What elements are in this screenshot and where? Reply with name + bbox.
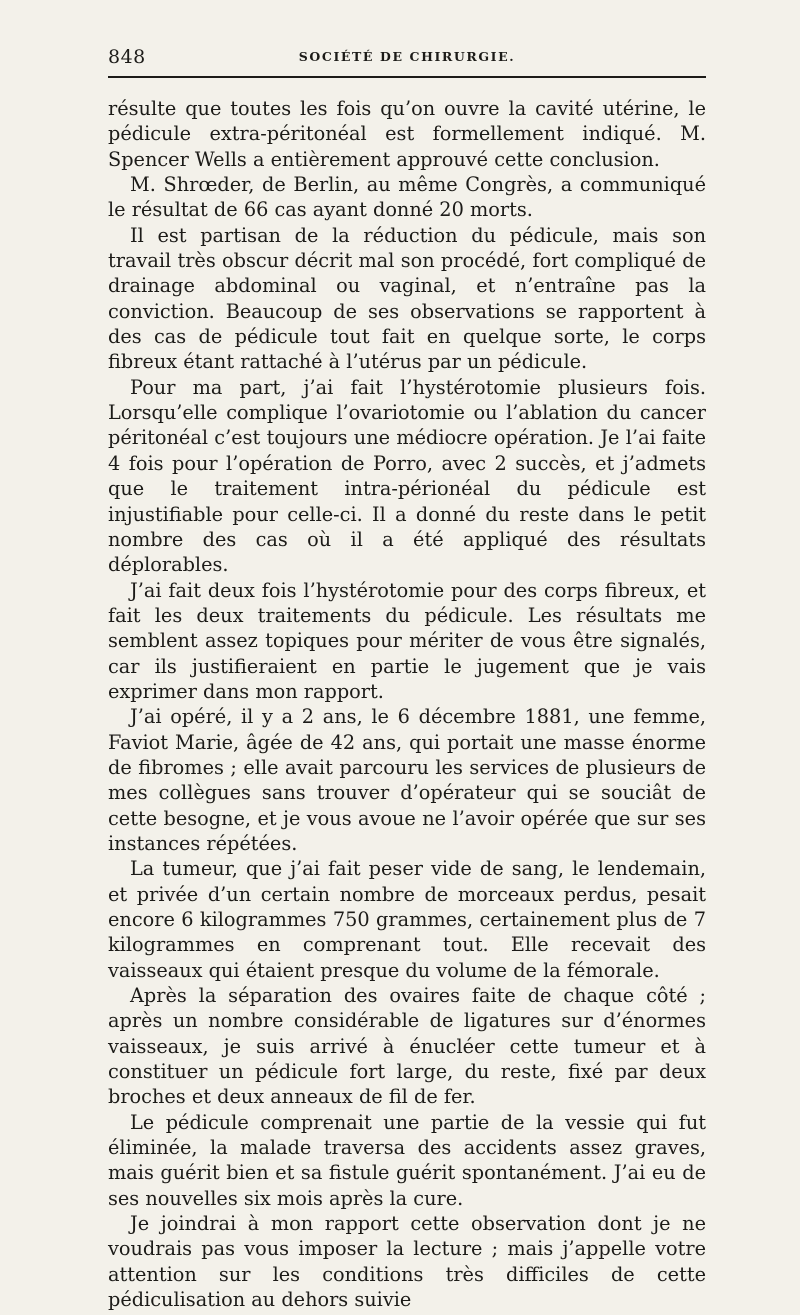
page-header <box>108 46 706 72</box>
running-head: SOCIÉTÉ DE CHIRURGIE. <box>298 49 516 64</box>
paragraph: Je joindrai à mon rapport cette observation dont je ne voudrais pas vous imposer la lecture ; mais j’appelle votre attention sur les conditions très difficiles de cette pédiculisation au dehors suivie <box>108 1212 706 1312</box>
paragraph: Après la séparation des ovaires faite de chaque côté ; après un nombre considérable de ligatures sur d’énormes vaisseaux, je suis arrivé à énucléer cette tumeur et à constituer un pédicule fort large, du reste, fixé par deux broches et deux anneaux de fil de fer. <box>108 984 706 1109</box>
paragraph: M. Shrœder, de Berlin, au même Congrès, a communiqué le résultat de 66 cas ayant donné 20 morts. <box>108 173 706 222</box>
paragraph: Il est partisan de la réduction du pédicule, mais son travail très obscur décrit mal son procédé, fort compliqué de drainage abdominal ou vaginal, et n’entraîne pas la conviction. Beaucoup de ses observations se rapportent à des cas de pédicule tout fait en quelque sorte, le corps fibreux étant rattaché à l’utérus par un pédicule. <box>108 223 706 374</box>
paragraph: Le pédicule comprenait une partie de la vessie qui fut éliminée, la malade traversa des accidents assez graves, mais guérit bien et sa fistule guérit spontanément. J’ai eu de ses nouvelles six mois après la cure. <box>108 1110 706 1210</box>
paragraph: J’ai fait deux fois l’hystérotomie pour des corps fibreux, et fait les deux traitements du pédicule. Les résultats me semblent assez topiques pour mériter de vous être signalés, car ils justifieraient en partie le jugement que je vais exprimer dans mon rapport. <box>108 578 706 703</box>
paragraph: La tumeur, que j’ai fait peser vide de sang, le lendemain, et privée d’un certain nombre de morceaux perdus, pesait encore 6 kilogrammes 750 grammes, certainement plus de 7 kilogrammes en comprenant tout. Elle recevait des vaisseaux qui étaient presque du volume de la fémorale. <box>108 857 706 982</box>
page-number: 848 <box>108 46 146 68</box>
paragraph: résulte que toutes les fois qu’on ouvre la cavité utérine, le pédicule extra-péritonéal est formellement indiqué. M. Spencer Wells a entièrement approuvé cette conclusion. <box>108 97 706 171</box>
paragraph: J’ai opéré, il y a 2 ans, le 6 décembre 1881, une femme, Faviot Marie, âgée de 42 ans, qui portait une masse énorme de fibromes ; elle avait parcouru les services de plusieurs de mes collègues sans trouver d’opérateur qui se souciât de cette besogne, et je vous avoue ne l’avoir opérée que sur ses instances répétées. <box>108 705 706 855</box>
paragraph: Pour ma part, j’ai fait l’hystérotomie plusieurs fois. Lorsqu’elle complique l’ovariotomie ou l’ablation du cancer péritonéal c’est toujours une médiocre opération. Je l’ai faite 4 fois pour l’opération de Porro, avec 2 succès, et j’admets que le traitement intra-périonéal du pédicule est injustifiable pour celle-ci. Il a donné du reste dans le petit nombre des cas où il a été appliqué des résultats déplorables. <box>108 375 706 577</box>
header-rule <box>108 76 706 78</box>
body-text <box>108 96 706 1313</box>
